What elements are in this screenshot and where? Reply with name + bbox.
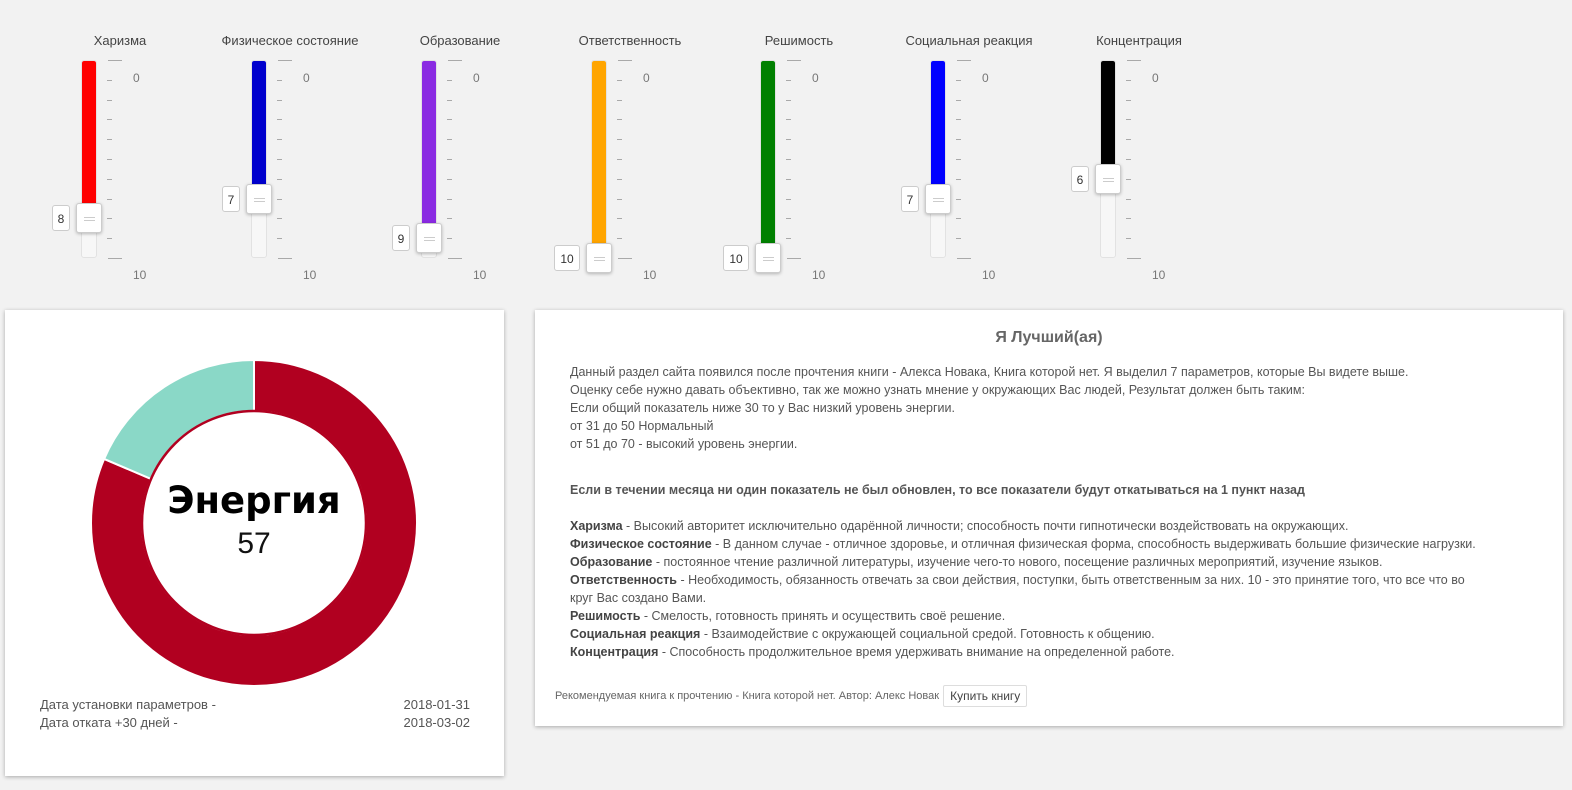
- definition-concentration: [570, 643, 1530, 661]
- slider-tick: [617, 159, 622, 160]
- slider-tick: [617, 238, 622, 239]
- slider-label: Решимость: [764, 33, 834, 48]
- slider-tick: [277, 199, 282, 200]
- slider-track[interactable]: [591, 60, 607, 258]
- slider-tick: [618, 258, 632, 259]
- intro-line: Оценку себе нужно давать объективно, так же можно узнать мнение у окружающих Вас людей, Результат должен быть таким:: [570, 383, 1305, 397]
- definition-text: - постоянное чтение различной литературы, изучение чего-то нового, посещение различных мероприятий, изучение языков.: [652, 555, 1383, 569]
- parameter-sliders: [0, 0, 1572, 300]
- slider-tick: [956, 80, 961, 81]
- definition-determination: [570, 607, 1530, 625]
- about-card: [535, 310, 1563, 726]
- slider-tick: [107, 238, 112, 239]
- slider-tick: [447, 179, 452, 180]
- slider-tick: [108, 60, 122, 61]
- slider-handle[interactable]: [1095, 164, 1121, 194]
- slider-tick: [107, 119, 112, 120]
- slider-tick: [1126, 139, 1131, 140]
- slider-tick: [447, 119, 452, 120]
- install-date-label: Дата установки параметров -: [40, 697, 216, 712]
- slider-tick: [617, 139, 622, 140]
- slider-fill: [422, 61, 436, 239]
- slider-max-label: 10: [473, 268, 487, 282]
- definition-text: - Способность продолжительное время удерживать внимание на определенной работе.: [658, 645, 1175, 659]
- slider-label: Ответственность: [578, 33, 682, 48]
- slider-tick: [108, 258, 122, 259]
- intro-line: Данный раздел сайта появился после прочтения книги - Алекса Новака, Книга которой нет. Я выделил 7 параметров, которые Вы видете выше.: [570, 365, 1409, 379]
- slider-tick: [277, 179, 282, 180]
- slider-max-label: 10: [812, 268, 826, 282]
- definition-social-reaction: [570, 625, 1530, 643]
- slider-tick: [786, 179, 791, 180]
- definition-education: [570, 553, 1530, 571]
- slider-min-label: 0: [133, 71, 140, 85]
- definition-physical: [570, 535, 1530, 553]
- energy-card: [5, 310, 504, 776]
- slider-max-label: 10: [1152, 268, 1166, 282]
- definition-responsibility: [570, 571, 1530, 589]
- slider-tick: [1126, 119, 1131, 120]
- slider-tick: [956, 119, 961, 120]
- slider-max-label: 10: [982, 268, 996, 282]
- slider-tick: [1127, 60, 1141, 61]
- slider-tick: [956, 100, 961, 101]
- slider-tick: [956, 179, 961, 180]
- slider-tick: [786, 139, 791, 140]
- slider-tick: [447, 159, 452, 160]
- definition-term: Физическое состояние: [570, 537, 712, 551]
- energy-value: 57: [237, 527, 271, 560]
- slider-tick: [277, 80, 282, 81]
- slider-tick: [786, 119, 791, 120]
- intro-text: [570, 363, 1530, 453]
- slider-max-label: 10: [133, 268, 147, 282]
- slider-handle[interactable]: [925, 184, 951, 214]
- slider-tick: [107, 80, 112, 81]
- slider-tick: [956, 218, 961, 219]
- slider-label: Образование: [419, 33, 501, 48]
- slider-tick: [447, 139, 452, 140]
- rollback-warning: Если в течении месяца ни один показатель не был обновлен, то все показатели будут откатываться на 1 пункт назад: [570, 483, 1305, 497]
- slider-tick: [447, 238, 452, 239]
- definition-term: Ответственность: [570, 573, 677, 587]
- definition-text: - В данном случае - отличное здоровье, и отличная физическая форма, способность выдерживать большие физические нагрузки.: [711, 537, 1476, 551]
- slider-tick: [107, 139, 112, 140]
- about-title: Я Лучший(ая): [995, 329, 1103, 346]
- slider-min-label: 0: [982, 71, 989, 85]
- intro-line: от 31 до 50 Нормальный: [570, 419, 714, 433]
- slider-tick: [107, 199, 112, 200]
- slider-handle[interactable]: [246, 184, 272, 214]
- slider-tick: [786, 238, 791, 239]
- slider-track[interactable]: [930, 60, 946, 258]
- slider-min-label: 0: [473, 71, 480, 85]
- slider-fill: [1101, 61, 1115, 180]
- slider-tick: [786, 159, 791, 160]
- slider-tick: [618, 60, 632, 61]
- definition-text: - Необходимость, обязанность отвечать за свои действия, поступки, быть ответственным за них. 10 - это принятие того, что все что во: [676, 573, 1465, 587]
- slider-handle[interactable]: [755, 243, 781, 273]
- intro-line: от 51 до 70 - высокий уровень энергии.: [570, 437, 798, 451]
- slider-handle[interactable]: [416, 223, 442, 253]
- slider-concentration[interactable]: [1076, 0, 1249, 300]
- slider-fill: [761, 61, 775, 258]
- slider-tick: [617, 80, 622, 81]
- donut-inner-ring: [142, 411, 366, 635]
- slider-tick: [956, 159, 961, 160]
- slider-tick: [617, 199, 622, 200]
- slider-track[interactable]: [251, 60, 267, 258]
- slider-tick: [957, 60, 971, 61]
- slider-tick: [107, 100, 112, 101]
- book-recommendation-text: Рекомендуемая книга к прочтению - Книга которой нет. Автор: Алекс Новак: [555, 690, 940, 702]
- definition-text: - Высокий авторитет исключительно одарённой личности; способность почти гипнотически воздействовать на окружающих.: [622, 519, 1349, 533]
- intro-line: Если общий показатель ниже 30 то у Вас низкий уровень энергии.: [570, 401, 955, 415]
- definition-text: - Взаимодействие с окружающей социальной средой. Готовность к общению.: [700, 627, 1155, 641]
- slider-tick: [107, 159, 112, 160]
- slider-tick: [1126, 218, 1131, 219]
- slider-value: 6: [1071, 166, 1089, 192]
- slider-tick: [1126, 199, 1131, 200]
- slider-min-label: 0: [303, 71, 310, 85]
- slider-tick: [1126, 100, 1131, 101]
- slider-tick: [277, 119, 282, 120]
- definitions: [570, 517, 1530, 661]
- slider-tick: [1126, 238, 1131, 239]
- slider-tick: [278, 258, 292, 259]
- slider-tick: [956, 199, 961, 200]
- slider-fill: [82, 61, 96, 219]
- slider-label: Социальная реакция: [905, 33, 1033, 48]
- slider-tick: [277, 218, 282, 219]
- definition-charisma: [570, 517, 1530, 535]
- slider-min-label: 0: [1152, 71, 1159, 85]
- slider-label: Концентрация: [1096, 33, 1182, 48]
- slider-value: 8: [52, 205, 70, 231]
- install-date-value: 2018-01-31: [403, 697, 470, 712]
- slider-tick: [277, 139, 282, 140]
- slider-tick: [787, 258, 801, 259]
- slider-value: 9: [392, 225, 410, 251]
- slider-handle[interactable]: [76, 203, 102, 233]
- slider-tick: [956, 238, 961, 239]
- slider-fill: [931, 61, 945, 200]
- definition-term: Образование: [570, 555, 653, 569]
- slider-tick: [617, 119, 622, 120]
- slider-value: 10: [554, 245, 580, 271]
- slider-tick: [1126, 179, 1131, 180]
- slider-min-label: 0: [812, 71, 819, 85]
- rollback-date-label: Дата отката +30 дней -: [40, 715, 178, 730]
- slider-tick: [448, 258, 462, 259]
- definition-responsibility-cont: круг Вас создано Вами.: [570, 591, 707, 605]
- slider-tick: [787, 60, 801, 61]
- slider-tick: [956, 139, 961, 140]
- slider-tick: [786, 199, 791, 200]
- slider-tick: [448, 60, 462, 61]
- slider-max-label: 10: [643, 268, 657, 282]
- definition-term: Решимость: [570, 609, 641, 623]
- slider-value: 7: [901, 186, 919, 212]
- energy-title: Энергия: [167, 479, 341, 522]
- slider-tick: [447, 80, 452, 81]
- slider-max-label: 10: [303, 268, 317, 282]
- definition-term: Харизма: [570, 519, 623, 533]
- slider-tick: [277, 100, 282, 101]
- slider-track[interactable]: [1100, 60, 1116, 258]
- slider-tick: [786, 218, 791, 219]
- slider-tick: [786, 80, 791, 81]
- slider-tick: [447, 199, 452, 200]
- slider-tick: [617, 179, 622, 180]
- slider-min-label: 0: [643, 71, 650, 85]
- slider-tick: [277, 159, 282, 160]
- slider-tick: [786, 100, 791, 101]
- slider-label: Физическое состояние: [221, 33, 359, 48]
- slider-tick: [1126, 159, 1131, 160]
- book-recommendation: [555, 685, 1027, 707]
- slider-tick: [107, 218, 112, 219]
- slider-tick: [278, 60, 292, 61]
- slider-tick: [1127, 258, 1141, 259]
- definition-text: - Смелость, готовность принять и осуществить своё решение.: [640, 609, 1006, 623]
- slider-tick: [107, 179, 112, 180]
- slider-fill: [592, 61, 606, 258]
- definition-term: Концентрация: [570, 645, 659, 659]
- slider-value: 7: [222, 186, 240, 212]
- slider-tick: [617, 218, 622, 219]
- slider-value: 10: [723, 245, 749, 271]
- slider-handle[interactable]: [586, 243, 612, 273]
- slider-tick: [447, 100, 452, 101]
- slider-label: Харизма: [93, 33, 147, 48]
- slider-tick: [957, 258, 971, 259]
- slider-tick: [1126, 80, 1131, 81]
- slider-fill: [252, 61, 266, 200]
- slider-tick: [277, 238, 282, 239]
- slider-tick: [447, 218, 452, 219]
- definition-term: Социальная реакция: [570, 627, 701, 641]
- slider-tick: [617, 100, 622, 101]
- slider-track[interactable]: [760, 60, 776, 258]
- rollback-date-value: 2018-03-02: [403, 715, 470, 730]
- buy-book-button[interactable]: Купить книгу: [943, 685, 1027, 707]
